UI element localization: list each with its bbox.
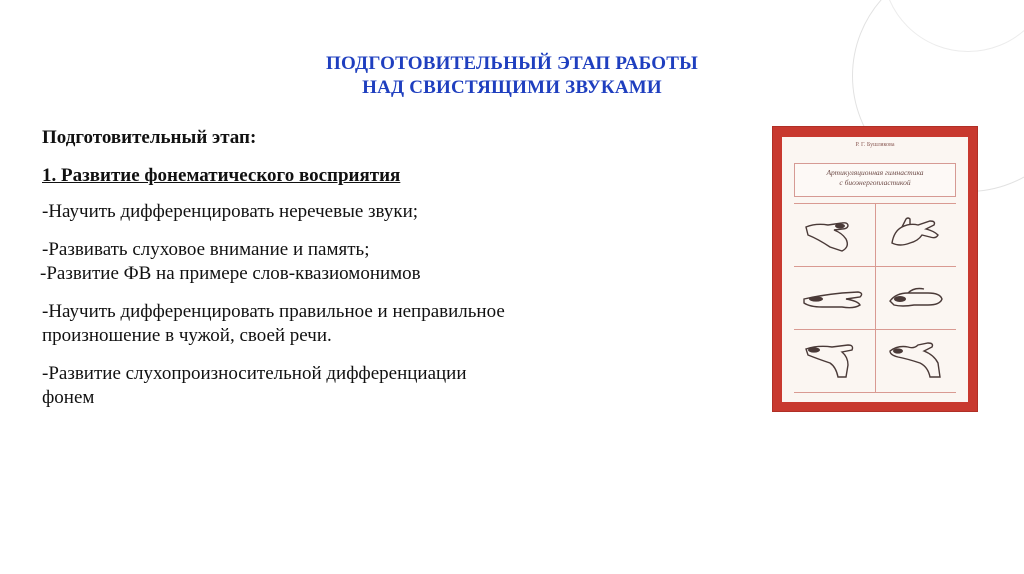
slide-title-line-1: ПОДГОТОВИТЕЛЬНЫЙ ЭТАП РАБОТЫ — [326, 53, 698, 74]
list-item-text: -Развитие ФВ на примере слов-квазиомонимов — [40, 263, 421, 284]
book-cover-inner — [782, 137, 968, 402]
list-item — [42, 200, 722, 224]
book-author: Р. Г. Бушлякова — [855, 142, 895, 148]
book-title-line-1: Артикуляционная гимнастика — [826, 168, 924, 177]
slide-title — [0, 52, 1024, 100]
slide-title-line-2: НАД СВИСТЯЩИМИ ЗВУКАМИ — [362, 77, 662, 98]
list-item — [40, 262, 722, 286]
list-item-text-continued: фонем — [42, 387, 95, 408]
hand-flat-icon — [802, 277, 866, 321]
hand-cup-icon — [884, 277, 948, 321]
hand-pinch-icon — [802, 213, 866, 257]
book-title — [794, 163, 956, 197]
book-cover-image — [773, 127, 977, 411]
list-item — [42, 300, 722, 348]
hand-point-icon — [802, 337, 866, 381]
grid-divider — [875, 203, 876, 393]
list-item-text: -Развивать слуховое внимание и память; — [42, 239, 370, 260]
list-item — [42, 362, 722, 410]
list-item — [42, 238, 722, 262]
book-title-line-2: с биоэнергопластикой — [839, 178, 911, 187]
section-subheading: 1. Развитие фонематического восприятия — [42, 165, 401, 186]
list-item-text: -Развитие слухопроизносительной дифференциации — [42, 363, 467, 384]
hand-claw-icon — [884, 213, 948, 257]
list-item-text-continued: произношение в чужой, своей речи. — [42, 325, 332, 346]
list-item-text: -Научить дифференцировать неречевые звуки; — [42, 201, 419, 222]
section-heading: Подготовительный этап: — [42, 127, 257, 148]
list-item-text: -Научить дифференцировать правильное и неправильное — [42, 301, 505, 322]
book-hand-grid — [794, 203, 956, 393]
hand-bent-icon — [884, 337, 948, 381]
slide-body — [42, 126, 722, 410]
